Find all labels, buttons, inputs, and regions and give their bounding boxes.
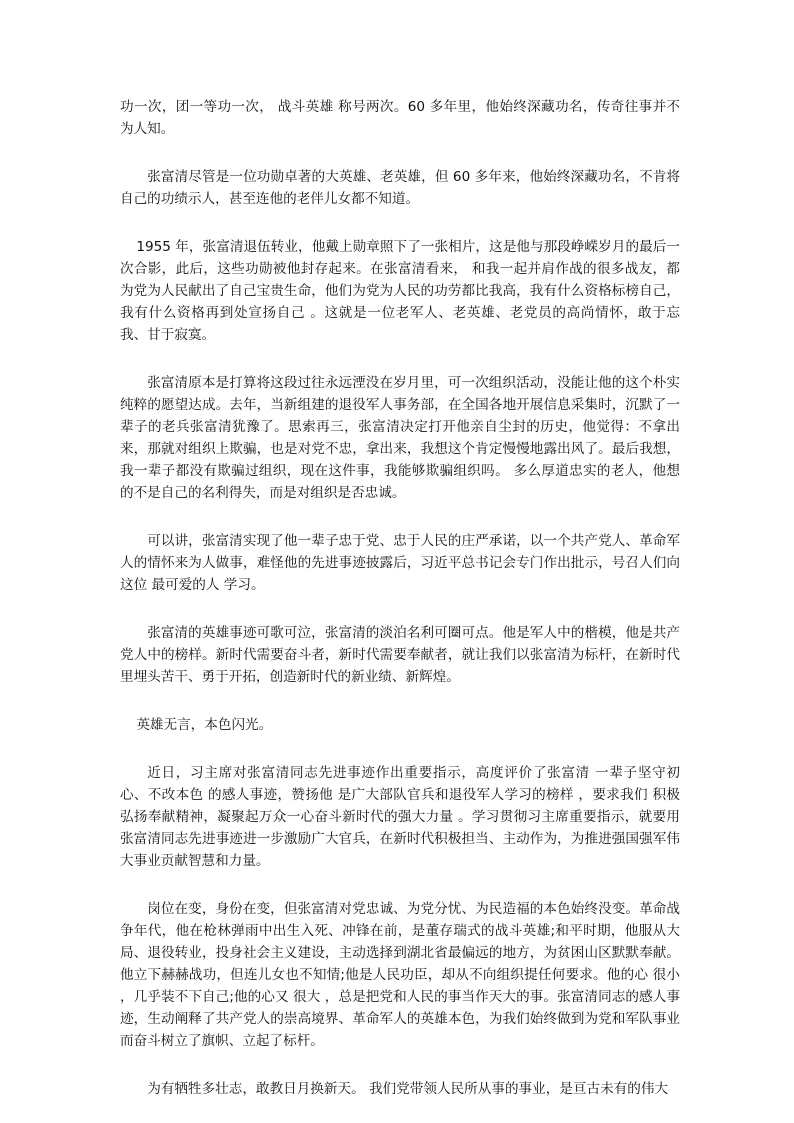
paragraph-3: 1955 年，张富清退伍转业，他戴上勋章照下了一张相片，这是他与那段峥嵘岁月的最后一次合影，此后，这些功勋被他封存起来。在张富清看来， 和我一起并肩作战的很多战友，都为党为人民献出了自己宝贵生命，他们为党为人民的功劳都比我高，我有什么资格标榜自己，我有什么资格再到处宣扬自己 。这就是一位老军人、老英雄、老党员的高尚情怀，敢于忘我、甘于寂寞。 xyxy=(120,239,680,343)
paragraph-8: 近日，习主席对张富清同志先进事迹作出重要指示，高度评价了张富清 一辈子坚守初心、不改本色 的感人事迹，赞扬他 是广大部队官兵和退役军人学习的榜样 ，要求我们 积极弘扬奉献精神，凝聚起万众一心奋斗新时代的强大力量 。学习贯彻习主席重要指示，就要用张富清同志先进事迹进一步激励广大官兵，在新时代积极担当、主动作为，为推进强国强军伟大事业贡献智慧和力量。 xyxy=(120,765,680,869)
paragraph-9: 岗位在变，身份在变，但张富清对党忠诚、为党分忧、为民造福的本色始终没变。革命战争年代，他在枪林弹雨中出生入死、冲锋在前，是董存瑞式的战斗英雄;和平时期，他服从大局、退役转业，投身社会主义建设，主动选择到湖北省最偏远的地方，为贫困山区默默奉献。他立下赫赫战功，但连儿女也不知情;他是人民功臣，却从不向组织提任何要求。他的心 很小 ，几乎装不下自己;他的心又 很大 ，总是把党和人民的事当作天大的事。张富清同志的感人事迹，生动阐释了共产党人的崇高境界、革命军人的英雄本色，为我们始终做到为党和军队事业而奋斗树立了旗帜、立起了标杆。 xyxy=(120,901,680,1049)
paragraph-5: 可以讲，张富清实现了他一辈子忠于党、忠于人民的庄严承诺，以一个共产党人、革命军人的情怀来为人做事，难怪他的先进事迹披露后，习近平总书记会专门作出批示，号召人们向这位 最可爱的人 学习。 xyxy=(120,533,680,593)
paragraph-2: 张富清尽管是一位功勋卓著的大英雄、老英雄，但 60 多年来，他始终深藏功名，不肯将自己的功绩示人，甚至连他的老伴儿女都不知道。 xyxy=(120,169,680,207)
paragraph-7: 英雄无言，本色闪光。 xyxy=(136,717,273,733)
paragraph-6: 张富清的英雄事迹可歌可泣，张富清的淡泊名利可圈可点。他是军人中的楷模，他是共产党人中的榜样。新时代需要奋斗者，新时代需要奉献者，就让我们以张富清为标杆，在新时代里埋头苦干、勇于开拓，创造新时代的新业绩、新辉煌。 xyxy=(120,625,680,685)
paragraph-10: 为有牺牲多壮志，敢教日月换新天。 我们党带领人民所从事的事业，是亘古未有的伟大 xyxy=(147,1081,669,1097)
paragraph-1: 功一次，团一等功一次， 战斗英雄 称号两次。60 多年里，他始终深藏功名，传奇往事并不为人知。 xyxy=(120,99,680,137)
paragraph-4: 张富清原本是打算将这段过往永远湮没在岁月里，可一次组织活动，没能让他的这个朴实纯粹的愿望达成。去年，当新组建的退役军人事务部，在全国各地开展信息采集时，沉默了一辈子的老兵张富清犹豫了。思索再三，张富清决定打开他亲自尘封的历史，他觉得：不拿出来，那就对组织上欺骗，也是对党不忠，拿出来，我想这个肯定慢慢地露出风了。最后我想，我一辈子都没有欺骗过组织，现在这件事，我能够欺骗组织吗。 多么厚道忠实的老人，他想的不是自己的名利得失，而是对组织是否忠诚。 xyxy=(120,375,680,501)
article-body xyxy=(120,96,680,1100)
